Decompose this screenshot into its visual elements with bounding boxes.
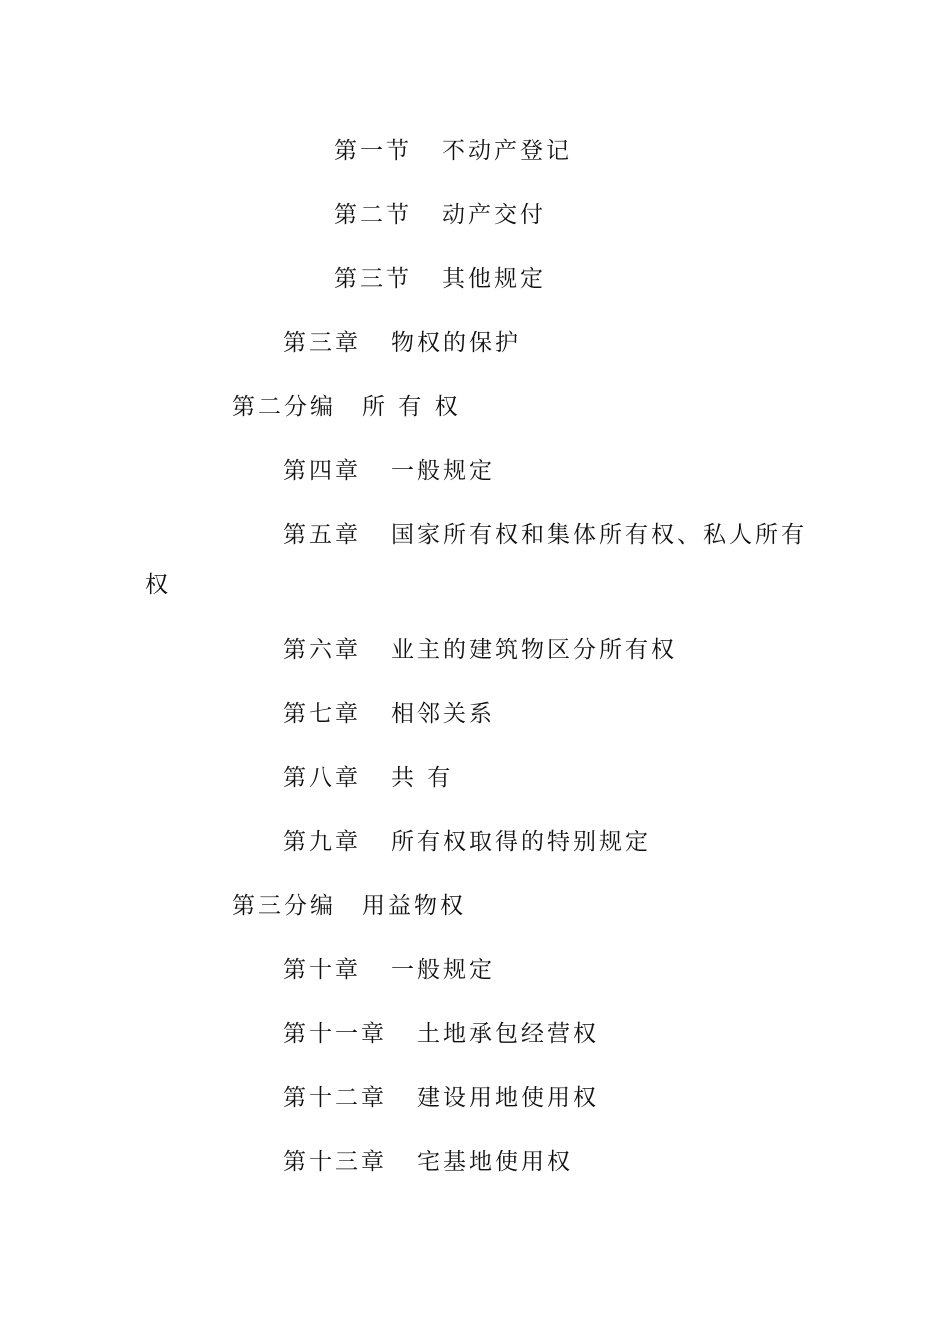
- toc-line-part-2: [232, 392, 461, 422]
- toc-number: 第十二章: [283, 1085, 387, 1111]
- toc-number: 第九章: [283, 829, 361, 855]
- toc-line-chapter-8: [283, 763, 453, 793]
- toc-title: 物权的保护: [391, 330, 521, 356]
- toc-line-chapter-10: [283, 955, 495, 985]
- toc-title: 一般规定: [391, 458, 495, 484]
- toc-line-chapter-4: [283, 456, 495, 486]
- toc-line-section-1: [334, 136, 572, 166]
- toc-line-chapter-13: [283, 1147, 573, 1177]
- toc-title: 一般规定: [391, 957, 495, 983]
- toc-title: 动产交付: [442, 202, 546, 228]
- toc-title: 所有权取得的特别规定: [391, 829, 651, 855]
- toc-title: 用益物权: [362, 893, 466, 919]
- toc-number: 第八章: [283, 765, 361, 791]
- toc-title: 所 有 权: [362, 394, 461, 420]
- toc-number: 第十章: [283, 957, 361, 983]
- toc-number: 第三节: [334, 266, 412, 292]
- toc-number: 第十三章: [283, 1149, 387, 1175]
- toc-title: 建设用地使用权: [417, 1085, 599, 1111]
- toc-title: 相邻关系: [391, 701, 495, 727]
- toc-number: 第三分编: [232, 893, 336, 919]
- toc-number: 第一节: [334, 138, 412, 164]
- toc-title: 不动产登记: [442, 138, 572, 164]
- toc-title: 宅基地使用权: [417, 1149, 573, 1175]
- toc-title: 国家所有权和集体所有权、私人所有: [391, 522, 807, 548]
- toc-title: 共 有: [391, 765, 454, 791]
- toc-title: 其他规定: [442, 266, 546, 292]
- toc-number: 第十一章: [283, 1021, 387, 1047]
- toc-number: 第三章: [283, 330, 361, 356]
- toc-number: 第七章: [283, 701, 361, 727]
- toc-line-chapter-9: [283, 827, 651, 857]
- toc-line-section-2: [334, 200, 546, 230]
- toc-number: 第六章: [283, 637, 361, 663]
- toc-number: 第二分编: [232, 394, 336, 420]
- toc-line-chapter-3: [283, 328, 521, 358]
- toc-line-section-3: [334, 264, 546, 294]
- toc-line-chapter-6: [283, 635, 677, 665]
- toc-line-chapter-5-continuation: [145, 570, 171, 600]
- toc-title-continuation: 权: [145, 572, 171, 598]
- toc-title: 业主的建筑物区分所有权: [391, 637, 677, 663]
- toc-line-chapter-5: [283, 520, 807, 550]
- toc-title: 土地承包经营权: [417, 1021, 599, 1047]
- toc-line-chapter-12: [283, 1083, 599, 1113]
- toc-number: 第二节: [334, 202, 412, 228]
- toc-line-chapter-7: [283, 699, 495, 729]
- toc-number: 第五章: [283, 522, 361, 548]
- toc-line-part-3: [232, 891, 466, 921]
- toc-number: 第四章: [283, 458, 361, 484]
- toc-line-chapter-11: [283, 1019, 599, 1049]
